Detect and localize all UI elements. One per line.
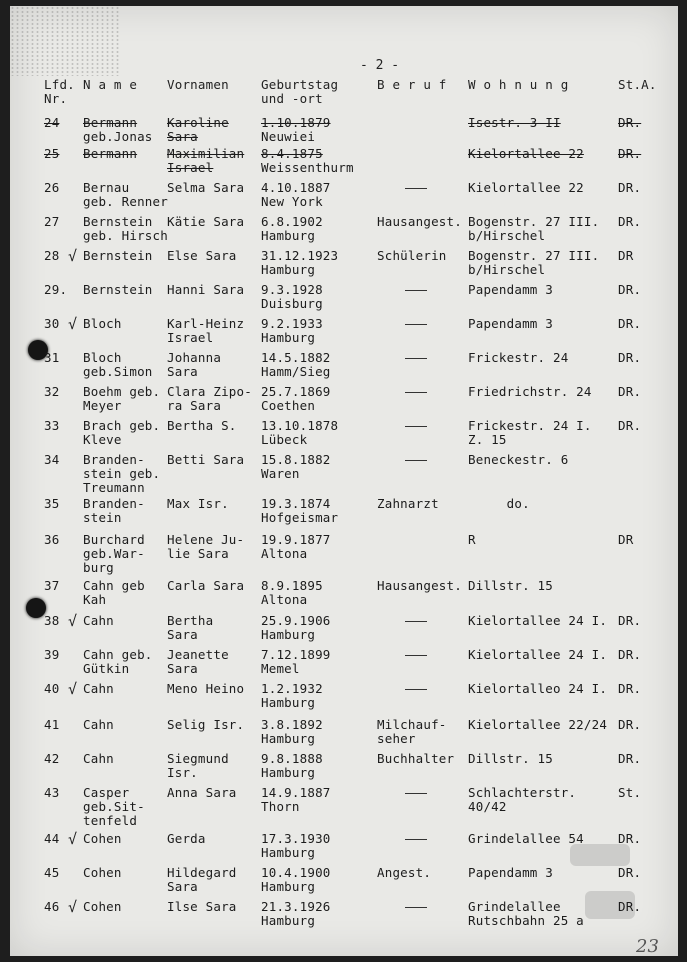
birth-date-place: 10.4.1900 xyxy=(261,865,331,880)
paper-speckle xyxy=(10,6,120,76)
given-names: Else Sara xyxy=(167,248,237,263)
occupation-dash xyxy=(405,655,427,656)
surname: Treumann xyxy=(83,480,145,495)
birth-date-place: 8.4.1875 xyxy=(261,146,323,161)
given-names: Maximilian xyxy=(167,146,245,161)
surname: tenfeld xyxy=(83,813,138,828)
birth-date-place: Weissenthurm xyxy=(261,160,354,175)
surname: geb. Renner xyxy=(83,194,168,209)
residence: Kielortalleo 24 I. xyxy=(468,681,608,696)
surname: geb.Sit- xyxy=(83,799,145,814)
occupation: Milchauf- xyxy=(377,717,447,732)
surname: Branden- xyxy=(83,496,145,511)
occupation-dash xyxy=(405,392,427,393)
row-number: 32 xyxy=(44,384,60,399)
row-number: 39 xyxy=(44,647,60,662)
residence: Bogenstr. 27 III. xyxy=(468,248,600,263)
header-sta: St.A. xyxy=(618,77,657,92)
check-mark-icon: √ xyxy=(68,830,78,848)
citizenship: DR xyxy=(618,532,634,547)
header-beruf: B e r u f xyxy=(377,77,447,92)
occupation-dash xyxy=(405,290,427,291)
occupation-dash xyxy=(405,907,427,908)
birth-date-place: Hamburg xyxy=(261,228,316,243)
birth-date-place: 3.8.1892 xyxy=(261,717,323,732)
residence: Frickestr. 24 xyxy=(468,350,569,365)
given-names: Selma Sara xyxy=(167,180,245,195)
row-number: 30 xyxy=(44,316,60,331)
row-number: 33 xyxy=(44,418,60,433)
row-number: 35 xyxy=(44,496,60,511)
citizenship: DR. xyxy=(618,418,642,433)
given-names: Karl-Heinz xyxy=(167,316,245,331)
surname: burg xyxy=(83,560,114,575)
given-names: Israel xyxy=(167,330,214,345)
check-mark-icon: √ xyxy=(68,680,78,698)
given-names: Ilse Sara xyxy=(167,899,237,914)
surname: Burchard xyxy=(83,532,145,547)
given-names: Kätie Sara xyxy=(167,214,245,229)
surname: stein xyxy=(83,510,122,525)
residence: R xyxy=(468,532,476,547)
occupation: Schülerin xyxy=(377,248,447,263)
birth-date-place: Lübeck xyxy=(261,432,308,447)
occupation-dash xyxy=(405,358,427,359)
surname: Cohen xyxy=(83,831,122,846)
birth-date-place: New York xyxy=(261,194,323,209)
row-number: 34 xyxy=(44,452,60,467)
birth-date-place: Hamburg xyxy=(261,845,316,860)
birth-date-place: Hamburg xyxy=(261,913,316,928)
page-number: - 2 - xyxy=(360,58,400,73)
given-names: Sara xyxy=(167,364,198,379)
surname: Cahn xyxy=(83,681,114,696)
citizenship: DR. xyxy=(618,681,642,696)
occupation-dash xyxy=(405,324,427,325)
given-names: Bertha xyxy=(167,613,214,628)
citizenship: DR. xyxy=(618,384,642,399)
surname: Cohen xyxy=(83,865,122,880)
row-number: 44 xyxy=(44,831,60,846)
citizenship: DR xyxy=(618,248,634,263)
birth-date-place: Waren xyxy=(261,466,300,481)
surname: Bernstein xyxy=(83,214,153,229)
citizenship: DR. xyxy=(618,831,642,846)
birth-date-place: Altona xyxy=(261,592,308,607)
check-mark-icon: √ xyxy=(68,315,78,333)
occupation: Angest. xyxy=(377,865,432,880)
given-names: Sara xyxy=(167,661,198,676)
birth-date-place: 1.10.1879 xyxy=(261,115,331,130)
birth-date-place: Thorn xyxy=(261,799,300,814)
birth-date-place: Hamburg xyxy=(261,765,316,780)
surname: geb.Simon xyxy=(83,364,153,379)
residence: Dillstr. 15 xyxy=(468,578,553,593)
birth-date-place: 8.9.1895 xyxy=(261,578,323,593)
occupation-dash xyxy=(405,839,427,840)
given-names: Max Isr. xyxy=(167,496,229,511)
row-number: 24 xyxy=(44,115,60,130)
birth-date-place: Hamburg xyxy=(261,695,316,710)
citizenship: DR. xyxy=(618,214,642,229)
residence: Papendamm 3 xyxy=(468,865,553,880)
row-number: 25 xyxy=(44,146,60,161)
surname: Bernau xyxy=(83,180,130,195)
row-number: 45 xyxy=(44,865,60,880)
row-number: 42 xyxy=(44,751,60,766)
given-names: Johanna xyxy=(167,350,222,365)
surname: Kleve xyxy=(83,432,122,447)
birth-date-place: 9.8.1888 xyxy=(261,751,323,766)
citizenship: DR. xyxy=(618,613,642,628)
header-wohnung: W o h n u n g xyxy=(468,77,569,92)
residence: Frickestr. 24 I. xyxy=(468,418,592,433)
surname: Casper xyxy=(83,785,130,800)
document-page xyxy=(10,6,678,956)
surname: Bloch xyxy=(83,316,122,331)
citizenship: DR. xyxy=(618,899,642,914)
residence: b/Hirschel xyxy=(468,262,546,277)
surname: Cohen xyxy=(83,899,122,914)
birth-date-place: Hamburg xyxy=(261,627,316,642)
birth-date-place: Altona xyxy=(261,546,308,561)
birth-date-place: 25.7.1869 xyxy=(261,384,331,399)
occupation-dash xyxy=(405,188,427,189)
surname: Cahn xyxy=(83,751,114,766)
given-names: Sara xyxy=(167,879,198,894)
surname: Bermann xyxy=(83,146,138,161)
row-number: 37 xyxy=(44,578,60,593)
birth-date-place: 7.12.1899 xyxy=(261,647,331,662)
occupation: Hausangest. xyxy=(377,214,462,229)
row-number: 46 xyxy=(44,899,60,914)
surname: Bloch xyxy=(83,350,122,365)
header-und-ort: und -ort xyxy=(261,91,323,106)
surname: Bernstein xyxy=(83,248,153,263)
occupation: Zahnarzt xyxy=(377,496,439,511)
birth-date-place: 4.10.1887 xyxy=(261,180,331,195)
birth-date-place: 19.3.1874 xyxy=(261,496,331,511)
row-number: 38 xyxy=(44,613,60,628)
surname: Cahn geb. xyxy=(83,647,153,662)
surname: Cahn xyxy=(83,613,114,628)
birth-date-place: 1.2.1932 xyxy=(261,681,323,696)
birth-date-place: Memel xyxy=(261,661,300,676)
citizenship: DR. xyxy=(618,350,642,365)
birth-date-place: 19.9.1877 xyxy=(261,532,331,547)
citizenship: DR. xyxy=(618,115,642,130)
surname: Gütkin xyxy=(83,661,130,676)
residence: Friedrichstr. 24 xyxy=(468,384,592,399)
residence: Grindelallee xyxy=(468,899,561,914)
birth-date-place: Hamburg xyxy=(261,330,316,345)
birth-date-place: 31.12.1923 xyxy=(261,248,339,263)
surname: Bernstein xyxy=(83,282,153,297)
header-geburtstag: Geburtstag xyxy=(261,77,339,92)
birth-date-place: Duisburg xyxy=(261,296,323,311)
given-names: Selig Isr. xyxy=(167,717,245,732)
residence: Schlachterstr. xyxy=(468,785,577,800)
birth-date-place: 21.3.1926 xyxy=(261,899,331,914)
occupation: Hausangest. xyxy=(377,578,462,593)
given-names: ra Sara xyxy=(167,398,222,413)
citizenship: DR. xyxy=(618,647,642,662)
surname: Branden- xyxy=(83,452,145,467)
row-number: 29. xyxy=(44,282,68,297)
header-vornamen: Vornamen xyxy=(167,77,229,92)
citizenship: DR. xyxy=(618,146,642,161)
given-names: Siegmund xyxy=(167,751,229,766)
row-number: 26 xyxy=(44,180,60,195)
residence: 40/42 xyxy=(468,799,507,814)
given-names: Hanni Sara xyxy=(167,282,245,297)
given-names: Gerda xyxy=(167,831,206,846)
occupation-dash xyxy=(405,426,427,427)
residence: Grindelallee 54 xyxy=(468,831,584,846)
residence: Bogenstr. 27 III. xyxy=(468,214,600,229)
given-names: Sara xyxy=(167,627,198,642)
citizenship: DR. xyxy=(618,282,642,297)
residence: Z. 15 xyxy=(468,432,507,447)
header-nr: Nr. xyxy=(44,91,68,106)
occupation-dash xyxy=(405,621,427,622)
residence: Papendamm 3 xyxy=(468,316,553,331)
surname: Bermann xyxy=(83,115,138,130)
check-mark-icon: √ xyxy=(68,247,78,265)
residence: Kielortallee 24 I. xyxy=(468,647,608,662)
birth-date-place: 13.10.1878 xyxy=(261,418,339,433)
surname: stein geb. xyxy=(83,466,161,481)
given-names: Isr. xyxy=(167,765,198,780)
residence: Papendamm 3 xyxy=(468,282,553,297)
citizenship: DR. xyxy=(618,865,642,880)
given-names: Hildegard xyxy=(167,865,237,880)
given-names: Anna Sara xyxy=(167,785,237,800)
residence: Dillstr. 15 xyxy=(468,751,553,766)
birth-date-place: Hamburg xyxy=(261,879,316,894)
surname: Cahn xyxy=(83,717,114,732)
residence: Kielortallee 22 xyxy=(468,146,584,161)
surname: Meyer xyxy=(83,398,122,413)
given-names: Meno Heino xyxy=(167,681,245,696)
surname: geb. Hirsch xyxy=(83,228,168,243)
row-number: 28 xyxy=(44,248,60,263)
surname: geb.War- xyxy=(83,546,145,561)
row-number: 40 xyxy=(44,681,60,696)
row-number: 41 xyxy=(44,717,60,732)
birth-date-place: Hamburg xyxy=(261,262,316,277)
residence: Beneckestr. 6 xyxy=(468,452,569,467)
surname: Cahn geb xyxy=(83,578,145,593)
occupation-dash xyxy=(405,460,427,461)
birth-date-place: 9.3.1928 xyxy=(261,282,323,297)
punch-hole-bottom xyxy=(26,598,46,618)
citizenship: DR. xyxy=(618,717,642,732)
surname: Brach geb. xyxy=(83,418,161,433)
birth-date-place: 14.9.1887 xyxy=(261,785,331,800)
birth-date-place: 25.9.1906 xyxy=(261,613,331,628)
citizenship: DR. xyxy=(618,751,642,766)
given-names: Sara xyxy=(167,129,198,144)
row-number: 43 xyxy=(44,785,60,800)
handwritten-page-number: 23 xyxy=(636,936,659,956)
residence: Kielortallee 22 xyxy=(468,180,584,195)
given-names: Betti Sara xyxy=(167,452,245,467)
birth-date-place: Neuwiei xyxy=(261,129,316,144)
occupation-dash xyxy=(405,793,427,794)
stamp-smudge xyxy=(570,844,630,866)
surname: Boehm geb. xyxy=(83,384,161,399)
surname: geb.Jonas xyxy=(83,129,153,144)
residence: Isestr. 3 II xyxy=(468,115,561,130)
birth-date-place: Hofgeismar xyxy=(261,510,339,525)
birth-date-place: Hamm/Sieg xyxy=(261,364,331,379)
birth-date-place: 15.8.1882 xyxy=(261,452,331,467)
given-names: Israel xyxy=(167,160,214,175)
occupation-dash xyxy=(405,689,427,690)
birth-date-place: 9.2.1933 xyxy=(261,316,323,331)
given-names: Bertha S. xyxy=(167,418,237,433)
given-names: Karoline xyxy=(167,115,229,130)
birth-date-place: Hamburg xyxy=(261,731,316,746)
given-names: Jeanette xyxy=(167,647,229,662)
check-mark-icon: √ xyxy=(68,898,78,916)
given-names: Helene Ju- xyxy=(167,532,245,547)
given-names: Carla Sara xyxy=(167,578,245,593)
citizenship: DR. xyxy=(618,180,642,195)
surname: Kah xyxy=(83,592,107,607)
row-number: 27 xyxy=(44,214,60,229)
row-number: 36 xyxy=(44,532,60,547)
birth-date-place: Coethen xyxy=(261,398,316,413)
citizenship: St. xyxy=(618,785,642,800)
residence: b/Hirschel xyxy=(468,228,546,243)
given-names: Clara Zipo- xyxy=(167,384,252,399)
residence: Kielortallee 22/24 xyxy=(468,717,608,732)
occupation: Buchhalter xyxy=(377,751,455,766)
check-mark-icon: √ xyxy=(68,612,78,630)
given-names: lie Sara xyxy=(167,546,229,561)
birth-date-place: 17.3.1930 xyxy=(261,831,331,846)
row-number: 31 xyxy=(44,350,60,365)
header-name: N a m e xyxy=(83,77,138,92)
residence: Kielortallee 24 I. xyxy=(468,613,608,628)
occupation-line-2: seher xyxy=(377,731,416,746)
header-lfd: Lfd. xyxy=(44,77,75,92)
residence: Rutschbahn 25 a xyxy=(468,913,584,928)
citizenship: DR. xyxy=(618,316,642,331)
birth-date-place: 6.8.1902 xyxy=(261,214,323,229)
residence: do. xyxy=(468,496,530,511)
birth-date-place: 14.5.1882 xyxy=(261,350,331,365)
